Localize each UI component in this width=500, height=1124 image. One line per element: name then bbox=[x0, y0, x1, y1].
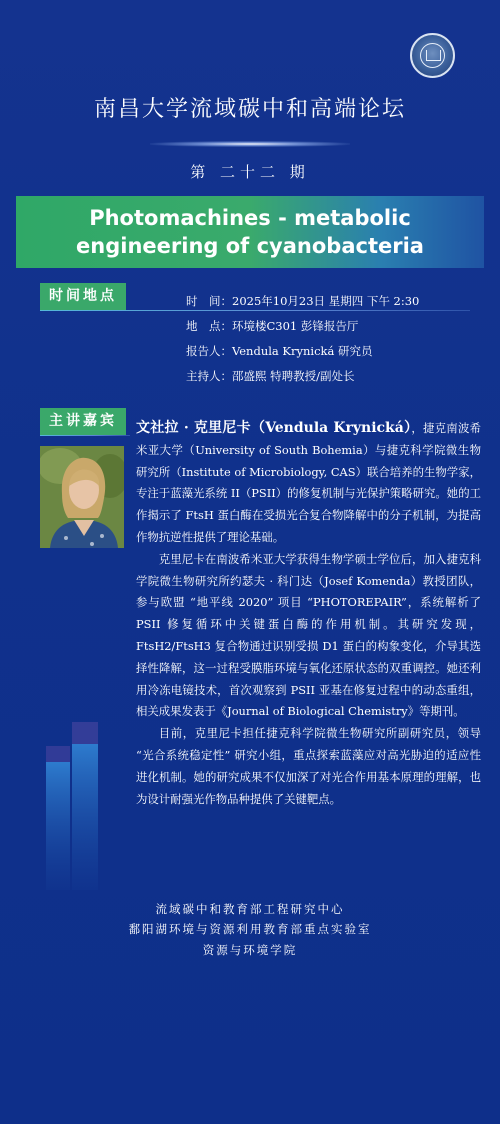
title-divider-glow bbox=[150, 141, 350, 147]
speaker-name: 文社拉 · 克里尼卡（Vendula Krynická） bbox=[136, 420, 412, 436]
speaker-photo bbox=[40, 446, 124, 548]
forum-title: 南昌大学流域碳中和高端论坛 bbox=[93, 97, 406, 122]
detail-speaker bbox=[186, 344, 373, 359]
speaker-intro: ，捷克南波希米亚大学（University of South Bohemia）与捷克科学院微生物研究所（Institute of Microbiology, CAS）联合培养的生物学家，专注于蓝藻光系统 II（PSII）的修复机制与光保护策略研究。她的工作揭示了 FtsH 蛋白酶在受损光合复合物降解中的分子机制，为提高作物抗逆性提供了理论基础。 bbox=[136, 421, 481, 544]
detail-host-label: 主持人： bbox=[186, 369, 232, 383]
detail-host bbox=[186, 369, 355, 384]
detail-place-value: 环境楼C301 彭锋报告厅 bbox=[232, 319, 359, 333]
speaker-portrait-image bbox=[40, 446, 124, 548]
detail-place-label: 地 点： bbox=[186, 319, 232, 333]
speaker-divider bbox=[40, 435, 130, 436]
talk-title: Photomachines - metabolic engineering of cyanobacteria bbox=[76, 206, 424, 258]
detail-place bbox=[186, 319, 358, 334]
detail-speaker-label: 报告人： bbox=[186, 344, 232, 358]
detail-time-value: 2025年10月23日 星期四 下午 2:30 bbox=[232, 294, 420, 308]
detail-time-label: 时 间： bbox=[186, 294, 232, 308]
decorative-bars bbox=[44, 720, 100, 890]
bio-paragraph-2: 克里尼卡在南波希米亚大学获得生物学硕士学位后，加入捷克科学院微生物研究所约瑟夫 · 科门达（Josef Komenda）教授团队，参与欧盟 “地平线 2020” 项目 “PHOTOREPAIR”，系统解析了 PSII 修复循环中关键蛋白酶的作用机制。其研究发现，FtsH2/FtsH3 复合物通过识别受损 D1 蛋白的构象变化，介导其选择性降解，这一过程受膜脂环境与氧化还原状态的双重调控。她还利用冷冻电镜技术，首次观察到 PSII 亚基在修复过程中的动态重组，相关成果发表于《Journal of Biological Chemistry》等期刊。 bbox=[136, 551, 481, 719]
bio-paragraph-1 bbox=[136, 418, 481, 549]
issue-number: 第 二十二 期 bbox=[190, 163, 310, 181]
bio-paragraph-3: 目前，克里尼卡担任捷克科学院微生物研究所副研究员，领导 “光合系统稳定性” 研究小组，重点探索蓝藻应对高光胁迫的适应性进化机制。她的研究成果不仅加深了对光合作用基本原理的理解，也为设计耐强光作物品种提供了关键靶点。 bbox=[136, 726, 481, 806]
detail-time bbox=[186, 294, 419, 309]
logo-emblem-icon bbox=[420, 43, 445, 68]
speaker-bio bbox=[136, 418, 481, 810]
footer-line-3: 资源与环境学院 bbox=[202, 943, 298, 957]
time-place-divider bbox=[40, 310, 470, 311]
detail-speaker-value: Vendula Krynická 研究员 bbox=[232, 344, 373, 358]
footer-line-1: 流域碳中和教育部工程研究中心 bbox=[155, 902, 345, 916]
time-place-tag: 时间地点 bbox=[40, 283, 126, 310]
footer-line-2: 鄱阳湖环境与资源利用教育部重点实验室 bbox=[128, 922, 372, 936]
detail-host-value: 邵盛熙 特聘教授/副处长 bbox=[232, 369, 355, 383]
talk-title-banner bbox=[16, 196, 484, 268]
speaker-tag: 主讲嘉宾 bbox=[40, 408, 126, 435]
university-logo bbox=[410, 33, 455, 78]
